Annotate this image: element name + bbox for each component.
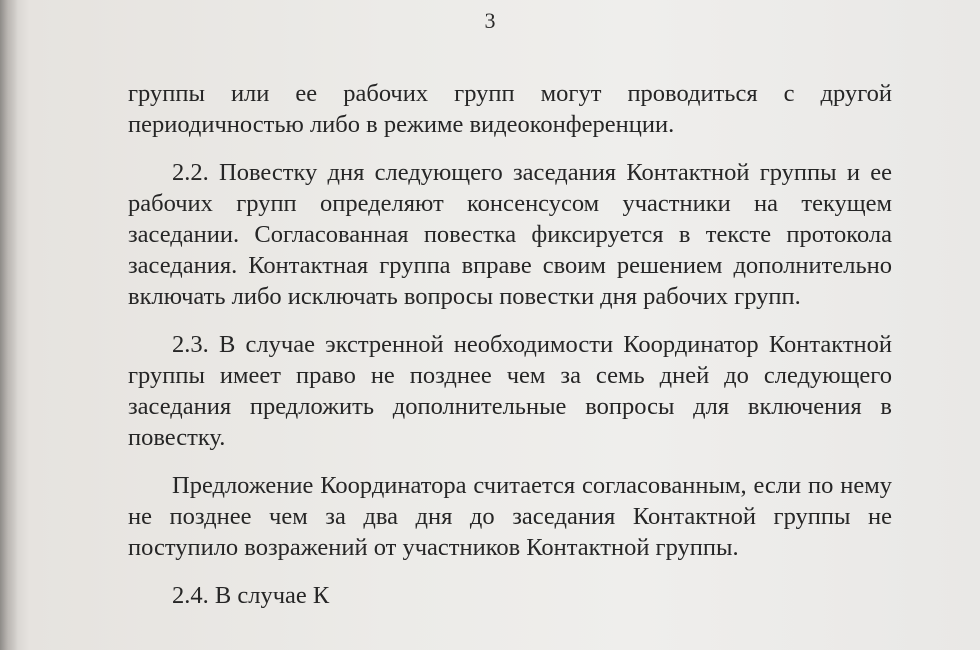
page-edge-shadow [0, 0, 18, 650]
paragraph-coordinator-proposal: Предложение Координатора считается согласованным, если по нему не позднее чем за два дня до заседания Контактной группы не поступило возражений от участников Контактной группы. [128, 472, 892, 561]
paragraph-2-4-cut: 2.4. В случае К [172, 582, 330, 609]
page-number: 3 [484, 8, 496, 33]
paragraph-2-2: 2.2. Повестку дня следующего заседания Контактной группы и ее рабочих групп определяют консенсусом участники на текущем заседании. Согласованная повестка фиксируется в тексте протокола заседания. Контактная группа вправе своим решением дополнительно включать либо исключать вопросы повестки дня рабочих групп. [128, 159, 892, 310]
document-body [128, 78, 892, 611]
paragraph-continuation: группы или ее рабочих групп могут проводиться с другой периодичностью либо в режиме видеоконференции. [128, 80, 892, 138]
paragraph-2-3: 2.3. В случае экстренной необходимости Координатор Контактной группы имеет право не позднее чем за семь дней до следующего заседания предложить дополнительные вопросы для включения в повестку. [128, 331, 892, 451]
